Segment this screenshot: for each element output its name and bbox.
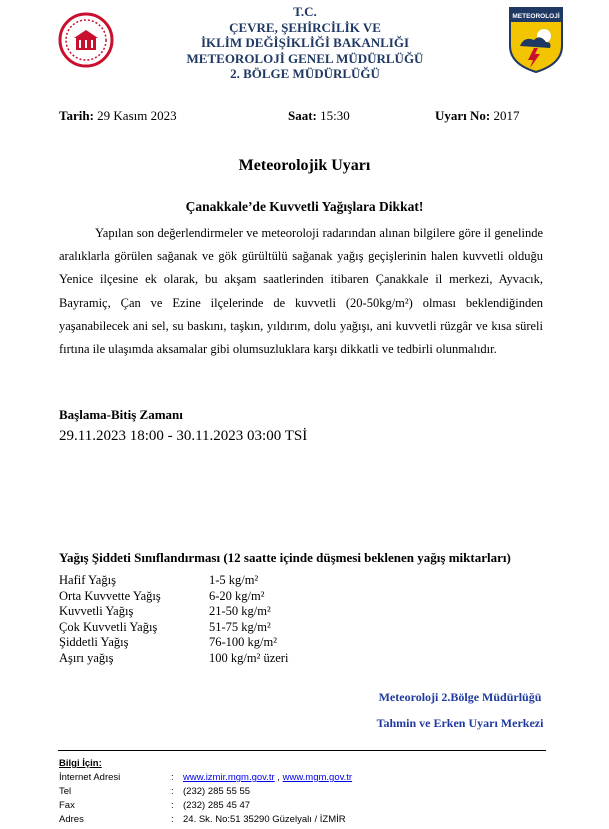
classification-row <box>59 635 288 651</box>
date-field <box>59 108 177 124</box>
header-line-3: İKLİM DEĞİŞİKLİĞİ BAKANLIĞI <box>200 35 410 50</box>
colon: : <box>171 814 174 825</box>
warning-number-label: Uyarı No: <box>435 108 491 123</box>
link-separator: , <box>274 772 283 783</box>
header-line-2: ÇEVRE, ŞEHİRCİLİK VE <box>229 19 381 35</box>
fax-value: (232) 285 45 47 <box>183 800 251 811</box>
header-line-1: T.C. <box>293 4 317 19</box>
time-label: Saat: <box>288 108 317 123</box>
colon: : <box>171 772 174 783</box>
date-label: Tarih: <box>59 108 94 123</box>
contact-row-fax <box>59 799 352 813</box>
date-value: 29 Kasım 2023 <box>97 108 177 123</box>
class-value: 1-5 kg/m² <box>209 573 259 587</box>
tel-value: (232) 285 55 55 <box>183 786 251 797</box>
classification-row <box>59 651 288 667</box>
tel-label: Tel <box>59 786 72 797</box>
class-value: 100 kg/m² üzeri <box>209 650 289 665</box>
classification-table <box>59 573 288 666</box>
fax-label: Fax <box>59 800 75 811</box>
class-name: Çok Kuvvetli Yağış <box>59 619 158 634</box>
warning-body: Yapılan son değerlendirmeler ve meteoroloji radarından alınan bilgilere göre il genelinde aralıklarla görülen sağanak ve gök gürültülü sağanak yağış geçişlerinin halen kuvvetli olduğu Yenice ilçesine ek olarak, bu akşam saatlerinden itibaren Çanakkale il merkezi, Ayvacık, Bayramiç, Çan ve Ezine ilçelerinde de kuvvetli (20-50kg/m²) olması beklendiğinden yaşanabilecek ani sel, su baskını, taşkın, yıldırım, dolu yağışı, ani kuvvetli rüzgâr ve kısa süreli fırtına ile ulaşımda aksamalar gibi olumsuzluklara karşı dikkatli ve tedbirli olunmalıdır. <box>59 226 543 357</box>
document-subtitle: Çanakkale’de Kuvvetli Yağışlara Dikkat! <box>185 199 424 214</box>
class-name: Kuvvetli Yağış <box>59 604 134 618</box>
class-value: 51-75 kg/m² <box>209 619 271 634</box>
time-field <box>288 108 350 124</box>
class-value: 21-50 kg/m² <box>209 604 271 618</box>
header-line-5: 2. BÖLGE MÜDÜRLÜĞÜ <box>230 66 380 81</box>
izmir-mgm-link[interactable]: www.izmir.mgm.gov.tr <box>183 772 275 783</box>
class-value: 6-20 kg/m² <box>209 588 265 603</box>
contact-info <box>59 757 352 827</box>
class-name: Hafif Yağış <box>59 573 116 587</box>
classification-row <box>59 573 288 589</box>
classification-row <box>59 604 288 620</box>
contact-row-internet <box>59 771 352 785</box>
signature-line-1: Meteoroloji 2.Bölge Müdürlüğü <box>378 690 542 704</box>
contact-row-address <box>59 813 352 827</box>
class-name: Aşırı yağış <box>59 650 114 665</box>
warning-number-value: 2017 <box>493 108 520 123</box>
mgm-link[interactable]: www.mgm.gov.tr <box>282 772 353 783</box>
period-heading: Başlama-Bitiş Zamanı <box>59 407 183 422</box>
contact-heading: Bilgi İçin: <box>59 758 102 769</box>
warning-number-field <box>435 108 520 124</box>
logo-text: METEOROLOJİ <box>512 13 560 20</box>
meteoroloji-logo <box>508 6 564 74</box>
colon: : <box>171 786 174 797</box>
classification-row <box>59 589 288 605</box>
document-title: Meteorolojik Uyarı <box>238 157 371 174</box>
time-value: 15:30 <box>320 108 350 123</box>
footer-divider <box>58 750 546 751</box>
class-name: Orta Kuvvette Yağış <box>59 588 161 603</box>
period-value: 29.11.2023 18:00 - 30.11.2023 03:00 TSİ <box>59 428 308 444</box>
classification-heading: Yağış Şiddeti Sınıflandırması (12 saatte içinde düşmesi beklenen yağış miktarları) <box>59 550 511 565</box>
signature-line-2: Tahmin ve Erken Uyarı Merkezi <box>376 716 544 730</box>
header-line-4: METEOROLOJİ GENEL MÜDÜRLÜĞÜ <box>186 50 424 66</box>
classification-row <box>59 620 288 636</box>
colon: : <box>171 800 174 811</box>
internet-label: İnternet Adresi <box>59 772 121 783</box>
class-value: 76-100 kg/m² <box>209 635 277 649</box>
contact-row-tel <box>59 785 352 799</box>
address-label: Adres <box>59 814 84 825</box>
address-value: 24. Sk. No:51 35290 Güzelyalı / İZMİR <box>183 814 346 825</box>
institution-header <box>150 4 460 82</box>
class-name: Şiddetli Yağış <box>59 635 129 649</box>
ministry-logo <box>58 12 114 68</box>
